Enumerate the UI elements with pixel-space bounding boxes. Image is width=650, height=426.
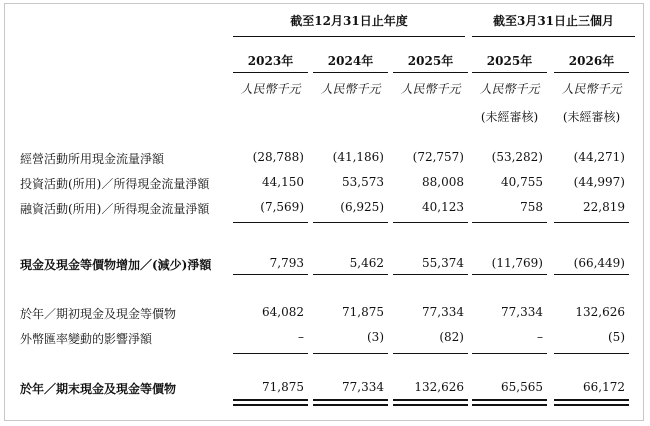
subtotal-rule [554,353,629,354]
cell-fx-effect-col4: – [537,330,543,344]
cell-fx-effect-col3: (82) [439,330,464,344]
cell-operating-col3: (72,757) [412,150,464,164]
cell-financing-col4: 758 [520,200,543,214]
cell-closing-balance-col3: 132,626 [414,380,464,394]
subtotal-rule [313,353,388,354]
row-label-net-change: 現金及現金等價物增加／(減少)淨額 [20,258,212,272]
cell-opening-balance-col2: 71,875 [342,305,384,319]
cell-investing-col3: 88,008 [422,175,464,189]
cell-opening-balance-col3: 77,334 [422,305,464,319]
cell-investing-col1: 44,150 [262,175,304,189]
cell-closing-balance-col4: 65,565 [501,380,543,394]
net-change-rule [313,274,388,275]
cell-fx-effect-col1: – [298,330,304,344]
cell-financing-col1: (7,569) [260,200,304,214]
total-double-rule [393,404,468,406]
column-year-3: 2025年 [407,54,454,68]
cell-operating-col4: (53,282) [491,150,543,164]
total-double-rule [233,404,308,406]
subtotal-rule [233,353,308,354]
year-end-group-header: 截至12月31日止年度 [290,14,408,28]
three-month-group-rule [472,36,635,37]
column-year-1: 2023年 [247,54,294,68]
cell-net-change-col4: (11,769) [491,256,543,270]
subtotal-rule [472,353,547,354]
row-label-closing-balance: 於年／期末現金及現金等價物 [20,382,177,396]
column-year-rule [313,72,388,73]
column-year-rule [393,72,468,73]
cell-opening-balance-col1: 64,082 [262,305,304,319]
cell-operating-col2: (41,186) [332,150,384,164]
subtotal-rule [313,222,388,223]
subtotal-rule [393,353,468,354]
column-unaudited-note-5: (未經審核) [562,110,621,124]
cell-financing-col5: 22,819 [583,200,625,214]
row-label-fx-effect: 外幣匯率變動的影響淨額 [20,332,153,346]
cell-closing-balance-col5: 66,172 [583,380,625,394]
net-change-rule [233,274,308,275]
total-double-rule [393,399,468,401]
subtotal-rule [233,222,308,223]
total-double-rule [472,399,547,401]
cell-closing-balance-col1: 71,875 [262,380,304,394]
net-change-rule [554,274,629,275]
net-change-rule [472,274,547,275]
row-label-operating: 經營活動所用現金流量淨額 [20,152,165,166]
subtotal-rule [393,222,468,223]
cell-opening-balance-col4: 77,334 [501,305,543,319]
total-double-rule [313,404,388,406]
column-year-4: 2025年 [486,54,533,68]
column-year-rule [554,72,629,73]
three-month-group-header: 截至3月31日止三個月 [492,14,615,28]
cell-opening-balance-col5: 132,626 [575,305,625,319]
total-double-rule [313,399,388,401]
row-label-investing: 投資活動(所用)／所得現金流量淨額 [20,177,210,191]
cell-net-change-col5: (66,449) [573,256,625,270]
cell-investing-col5: (44,997) [573,175,625,189]
cell-investing-col4: 40,755 [501,175,543,189]
column-unit-1: 人民幣千元 [240,82,301,96]
cell-net-change-col2: 5,462 [349,256,384,270]
column-year-rule [233,72,308,73]
row-label-opening-balance: 於年／期初現金及現金等價物 [20,307,177,321]
cell-fx-effect-col2: (3) [367,330,384,344]
cell-financing-col2: (6,925) [340,200,384,214]
cell-operating-col5: (44,271) [573,150,625,164]
column-year-2: 2024年 [327,54,374,68]
column-unit-4: 人民幣千元 [479,82,540,96]
cell-net-change-col1: 7,793 [269,256,304,270]
row-label-financing: 融資活動(所用)／所得現金流量淨額 [20,202,210,216]
year-end-group-rule [233,36,465,37]
total-double-rule [554,404,629,406]
cell-fx-effect-col5: (5) [608,330,625,344]
subtotal-rule [472,222,547,223]
column-unit-2: 人民幣千元 [320,82,381,96]
net-change-rule [393,274,468,275]
subtotal-rule [554,222,629,223]
cell-closing-balance-col2: 77,334 [342,380,384,394]
cell-investing-col2: 53,573 [342,175,384,189]
total-double-rule [554,399,629,401]
column-unit-5: 人民幣千元 [561,82,622,96]
cell-operating-col1: (28,788) [252,150,304,164]
cell-financing-col3: 40,123 [422,200,464,214]
column-year-5: 2026年 [568,54,615,68]
column-unit-3: 人民幣千元 [400,82,461,96]
column-unaudited-note-4: (未經審核) [480,110,539,124]
total-double-rule [472,404,547,406]
column-year-rule [472,72,547,73]
total-double-rule [233,399,308,401]
cell-net-change-col3: 55,374 [422,256,464,270]
